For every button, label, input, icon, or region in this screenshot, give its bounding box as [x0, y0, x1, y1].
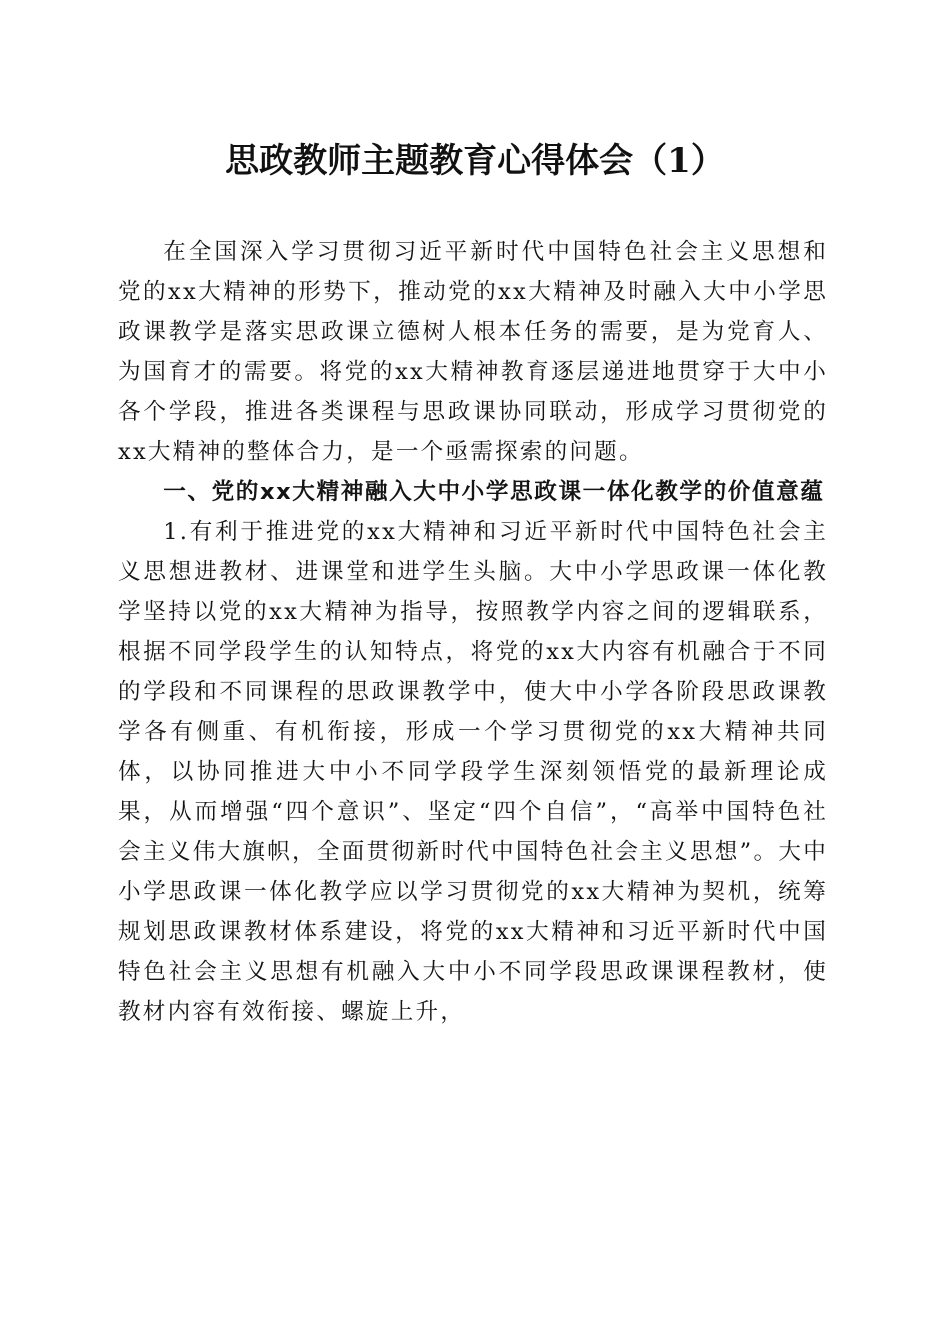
- point-paragraph: 1.有利于推进党的xx大精神和习近平新时代中国特色社会主义思想进教材、进课堂和进学生头脑。大中小学思政课一体化教学坚持以党的xx大精神为指导，按照教学内容之间的逻辑联系，根据不同学段学生的认知特点，将党的xx大内容有机融合于不同的学段和不同课程的思政课教学中，使大中小学各阶段思政课教学各有侧重、有机衔接，形成一个学习贯彻党的xx大精神共同体，以协同推进大中小不同学段学生深刻领悟党的最新理论成果，从而增强“四个意识”、坚定“四个自信”，“高举中国特色社会主义伟大旗帜，全面贯彻新时代中国特色社会主义思想”。大中小学思政课一体化教学应以学习贯彻党的xx大精神为契机，统筹规划思政课教材体系建设，将党的xx大精神和习近平新时代中国特色社会主义思想有机融入大中小不同学段思政课课程教材，使教材内容有效衔接、螺旋上升，: [118, 519, 828, 1025]
- document-body: [118, 232, 828, 1032]
- intro-paragraph: 在全国深入学习贯彻习近平新时代中国特色社会主义思想和党的xx大精神的形势下，推动党的xx大精神及时融入大中小学思政课教学是落实思政课立德树人根本任务的需要，是为党育人、为国育才的需要。将党的xx大精神教育逐层递进地贯穿于大中小各个学段，推进各类课程与思政课协同联动，形成学习贯彻党的xx大精神的整体合力，是一个亟需探索的问题。: [118, 239, 828, 465]
- document-title: 思政教师主题教育心得体会（1）: [225, 141, 725, 181]
- section-heading: 一、党的xx大精神融入大中小学思政课一体化教学的价值意蕴: [163, 479, 825, 505]
